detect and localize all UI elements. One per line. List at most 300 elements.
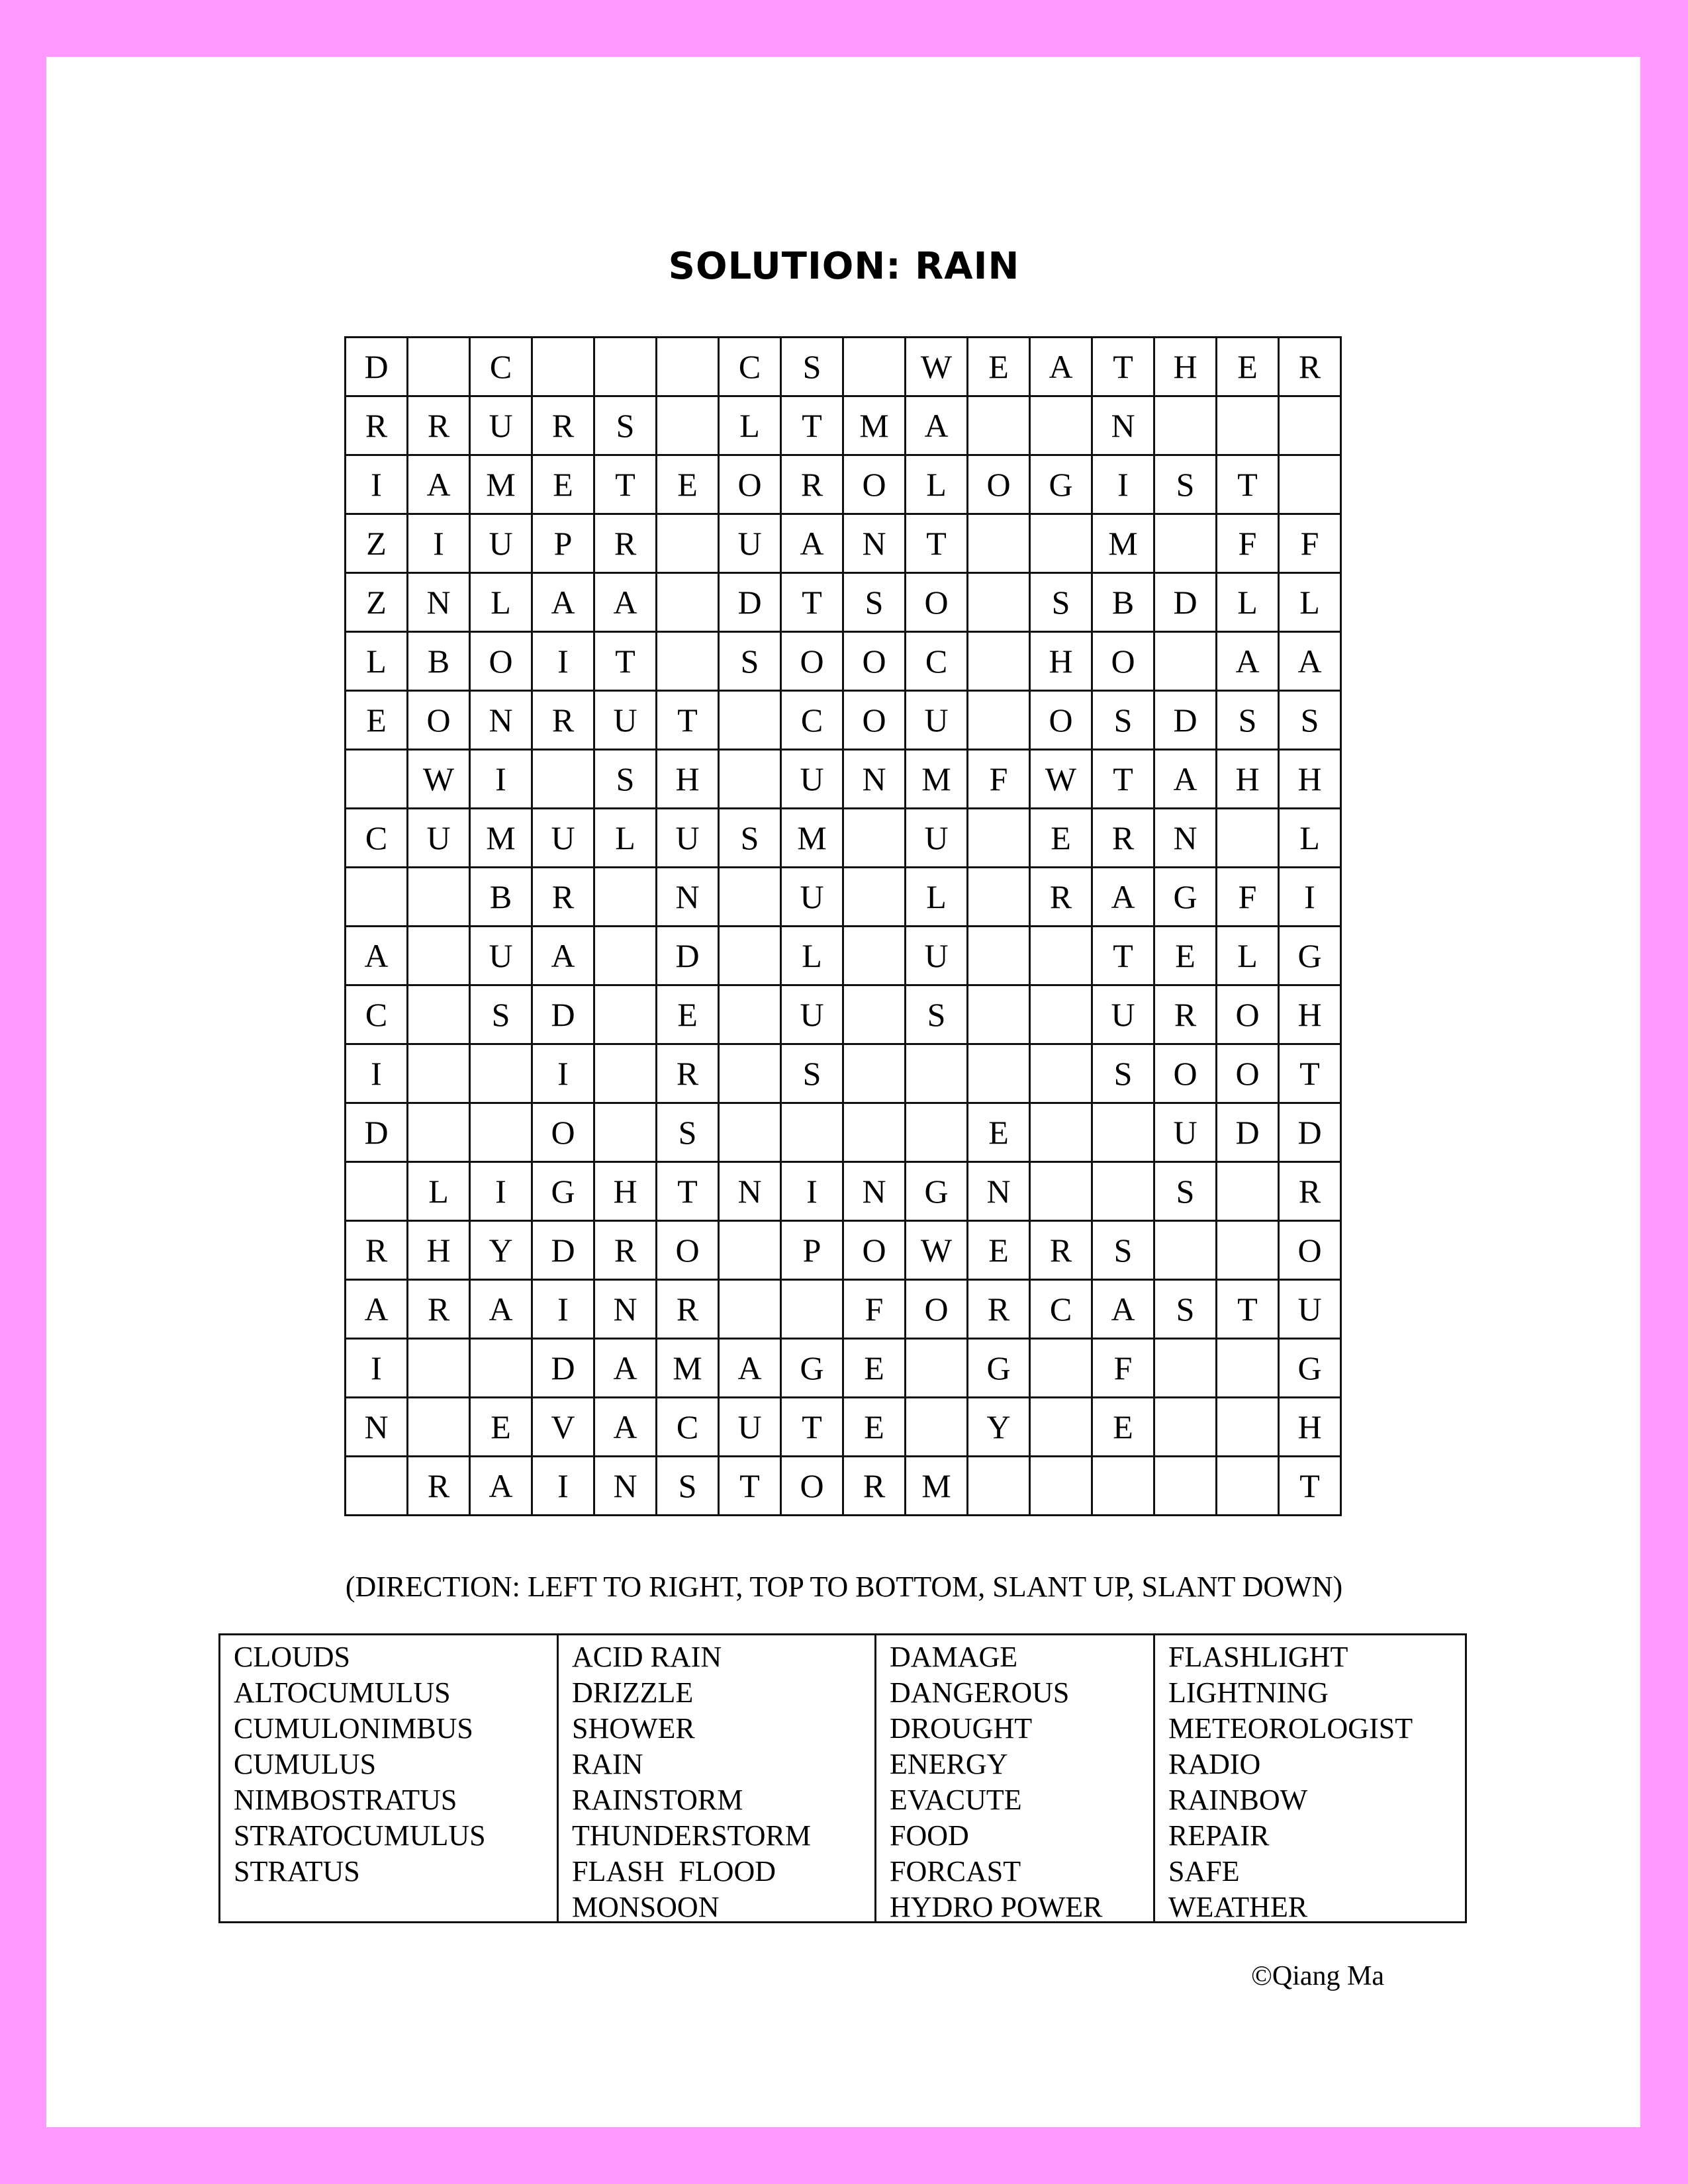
grid-cell: L xyxy=(906,868,968,927)
grid-cell xyxy=(719,1044,781,1103)
grid-cell xyxy=(594,1044,657,1103)
grid-cell: O xyxy=(719,455,781,514)
grid-cell: R xyxy=(408,1280,470,1339)
grid-cell: R xyxy=(532,868,594,927)
grid-cell: R xyxy=(408,1457,470,1516)
grid-cell: S xyxy=(1092,1044,1154,1103)
grid-cell: A xyxy=(346,927,408,985)
grid-cell: A xyxy=(781,514,843,573)
grid-cell: U xyxy=(781,750,843,809)
grid-row xyxy=(346,573,1341,632)
grid-cell: S xyxy=(594,750,657,809)
grid-cell: F xyxy=(1092,1339,1154,1398)
grid-cell xyxy=(1030,1339,1092,1398)
word-list-item: CUMULONIMBUS xyxy=(234,1712,473,1745)
grid-cell xyxy=(1154,632,1217,691)
grid-row xyxy=(346,691,1341,750)
grid-cell: G xyxy=(1279,1339,1341,1398)
grid-cell: E xyxy=(968,1221,1030,1280)
grid-cell: S xyxy=(781,1044,843,1103)
grid-cell: L xyxy=(1217,927,1279,985)
grid-cell: V xyxy=(532,1398,594,1457)
grid-cell: T xyxy=(906,514,968,573)
grid-cell: D xyxy=(657,927,719,985)
copyright-credit: ©Qiang Ma xyxy=(1251,1961,1385,1991)
grid-cell: T xyxy=(657,1162,719,1221)
grid-cell xyxy=(657,573,719,632)
grid-cell: H xyxy=(1217,750,1279,809)
grid-cell: I xyxy=(408,514,470,573)
grid-cell xyxy=(346,750,408,809)
grid-cell: U xyxy=(657,809,719,868)
grid-cell: L xyxy=(346,632,408,691)
grid-cell xyxy=(532,750,594,809)
grid-cell: O xyxy=(1217,985,1279,1044)
grid-cell xyxy=(1030,1103,1092,1162)
grid-cell: A xyxy=(532,573,594,632)
grid-cell xyxy=(1217,1398,1279,1457)
grid-cell xyxy=(657,396,719,455)
grid-cell xyxy=(968,514,1030,573)
grid-cell xyxy=(408,1398,470,1457)
grid-cell xyxy=(968,927,1030,985)
grid-cell: A xyxy=(1279,632,1341,691)
grid-cell: A xyxy=(346,1280,408,1339)
grid-cell: R xyxy=(1279,1162,1341,1221)
grid-cell xyxy=(408,927,470,985)
grid-cell: I xyxy=(346,1044,408,1103)
grid-cell xyxy=(1154,514,1217,573)
grid-cell: S xyxy=(1030,573,1092,632)
grid-cell: U xyxy=(470,396,532,455)
word-list-item: THUNDERSTORM xyxy=(572,1819,812,1852)
direction-note: (DIRECTION: LEFT TO RIGHT, TOP TO BOTTOM, SLANT UP, SLANT DOWN) xyxy=(345,1570,1343,1603)
grid-cell xyxy=(1092,1103,1154,1162)
grid-cell xyxy=(594,338,657,396)
grid-cell xyxy=(968,809,1030,868)
grid-cell xyxy=(408,1044,470,1103)
grid-cell: C xyxy=(657,1398,719,1457)
grid-row xyxy=(346,1457,1341,1516)
grid-cell xyxy=(594,868,657,927)
grid-cell: Z xyxy=(346,514,408,573)
grid-cell xyxy=(1154,396,1217,455)
word-list-item: DROUGHT xyxy=(890,1712,1033,1745)
grid-cell: T xyxy=(1279,1457,1341,1516)
grid-cell: S xyxy=(657,1457,719,1516)
grid-cell: E xyxy=(532,455,594,514)
grid-cell: N xyxy=(843,750,906,809)
grid-cell xyxy=(968,868,1030,927)
grid-cell: F xyxy=(1217,514,1279,573)
grid-cell: S xyxy=(719,809,781,868)
grid-cell: A xyxy=(719,1339,781,1398)
grid-cell: M xyxy=(470,809,532,868)
grid-cell: I xyxy=(781,1162,843,1221)
grid-cell: M xyxy=(470,455,532,514)
grid-cell: H xyxy=(1279,1398,1341,1457)
grid-cell: O xyxy=(968,455,1030,514)
grid-row xyxy=(346,927,1341,985)
grid-cell: I xyxy=(532,1044,594,1103)
grid-cell: B xyxy=(408,632,470,691)
grid-cell: T xyxy=(1092,927,1154,985)
grid-cell xyxy=(1217,1457,1279,1516)
grid-cell: M xyxy=(657,1339,719,1398)
word-list-column xyxy=(220,1635,557,1921)
grid-cell: D xyxy=(719,573,781,632)
grid-cell: D xyxy=(532,1339,594,1398)
grid-cell: I xyxy=(470,1162,532,1221)
word-list-item: FLASHLIGHT xyxy=(1168,1641,1348,1673)
grid-cell: S xyxy=(594,396,657,455)
grid-cell: I xyxy=(1279,868,1341,927)
grid-cell xyxy=(346,1457,408,1516)
grid-cell: M xyxy=(1092,514,1154,573)
grid-cell: T xyxy=(1279,1044,1341,1103)
grid-cell xyxy=(719,691,781,750)
grid-cell: A xyxy=(906,396,968,455)
word-list-item: ALTOCUMULUS xyxy=(234,1676,451,1709)
grid-cell: L xyxy=(719,396,781,455)
grid-row xyxy=(346,868,1341,927)
grid-cell xyxy=(1217,1339,1279,1398)
grid-cell xyxy=(719,1103,781,1162)
grid-cell: E xyxy=(968,1103,1030,1162)
grid-cell: L xyxy=(1217,573,1279,632)
grid-cell: C xyxy=(1030,1280,1092,1339)
grid-cell: A xyxy=(1154,750,1217,809)
grid-cell: A xyxy=(1030,338,1092,396)
grid-cell: N xyxy=(594,1457,657,1516)
grid-cell: F xyxy=(1217,868,1279,927)
grid-row xyxy=(346,632,1341,691)
grid-cell xyxy=(1030,1457,1092,1516)
grid-cell xyxy=(1217,809,1279,868)
grid-cell: T xyxy=(781,396,843,455)
grid-cell: C xyxy=(719,338,781,396)
grid-cell xyxy=(1030,927,1092,985)
grid-cell: T xyxy=(781,573,843,632)
word-list-item: RAINBOW xyxy=(1168,1784,1308,1816)
word-list-item: WEATHER xyxy=(1168,1891,1308,1923)
grid-cell: E xyxy=(1030,809,1092,868)
grid-cell: R xyxy=(1030,1221,1092,1280)
grid-cell xyxy=(1217,396,1279,455)
grid-cell: B xyxy=(470,868,532,927)
grid-cell xyxy=(1030,985,1092,1044)
grid-cell: Y xyxy=(968,1398,1030,1457)
grid-cell: M xyxy=(843,396,906,455)
grid-cell: L xyxy=(906,455,968,514)
grid-cell: O xyxy=(906,1280,968,1339)
grid-cell: T xyxy=(594,632,657,691)
grid-cell: R xyxy=(968,1280,1030,1339)
grid-cell: P xyxy=(781,1221,843,1280)
grid-cell: G xyxy=(1154,868,1217,927)
grid-cell xyxy=(781,1280,843,1339)
grid-cell: R xyxy=(1154,985,1217,1044)
grid-cell: R xyxy=(408,396,470,455)
grid-cell: C xyxy=(346,809,408,868)
grid-cell: H xyxy=(1154,338,1217,396)
word-list-item: STRATOCUMULUS xyxy=(234,1819,486,1852)
grid-row xyxy=(346,1162,1341,1221)
grid-cell: I xyxy=(346,1339,408,1398)
grid-cell: S xyxy=(906,985,968,1044)
grid-cell: D xyxy=(1217,1103,1279,1162)
word-list-item: FOOD xyxy=(890,1819,969,1852)
grid-cell: D xyxy=(346,338,408,396)
grid-cell: S xyxy=(1154,1280,1217,1339)
grid-cell: W xyxy=(408,750,470,809)
grid-cell xyxy=(1092,1162,1154,1221)
grid-cell: O xyxy=(408,691,470,750)
grid-cell xyxy=(719,1221,781,1280)
page-title: SOLUTION: RAIN xyxy=(668,245,1020,288)
grid-cell: A xyxy=(470,1280,532,1339)
grid-cell xyxy=(470,1339,532,1398)
grid-row xyxy=(346,1103,1341,1162)
grid-cell: O xyxy=(843,691,906,750)
grid-cell: S xyxy=(657,1103,719,1162)
grid-cell xyxy=(843,809,906,868)
grid-cell: U xyxy=(1092,985,1154,1044)
word-list-item: CUMULUS xyxy=(234,1748,377,1780)
grid-cell: U xyxy=(408,809,470,868)
grid-cell xyxy=(532,338,594,396)
grid-cell: R xyxy=(657,1280,719,1339)
grid-cell: N xyxy=(843,514,906,573)
grid-cell xyxy=(968,1044,1030,1103)
grid-cell: F xyxy=(1279,514,1341,573)
grid-cell: T xyxy=(1092,750,1154,809)
grid-cell xyxy=(719,985,781,1044)
grid-cell: O xyxy=(1279,1221,1341,1280)
grid-cell xyxy=(1279,396,1341,455)
grid-cell: D xyxy=(532,1221,594,1280)
grid-cell: O xyxy=(781,632,843,691)
grid-cell: S xyxy=(1154,455,1217,514)
grid-cell xyxy=(843,927,906,985)
grid-cell: H xyxy=(594,1162,657,1221)
word-list-item: SAFE xyxy=(1168,1855,1240,1888)
grid-cell: O xyxy=(781,1457,843,1516)
grid-cell: G xyxy=(1279,927,1341,985)
grid-cell xyxy=(408,985,470,1044)
grid-cell xyxy=(1030,1044,1092,1103)
word-list-item: RADIO xyxy=(1168,1748,1261,1780)
grid-cell: R xyxy=(657,1044,719,1103)
grid-cell: D xyxy=(346,1103,408,1162)
grid-cell xyxy=(968,396,1030,455)
grid-cell xyxy=(594,1103,657,1162)
grid-cell: R xyxy=(843,1457,906,1516)
word-list-item: ENERGY xyxy=(890,1748,1008,1780)
word-list-item: RAINSTORM xyxy=(572,1784,743,1816)
word-list-item: MONSOON xyxy=(572,1891,720,1923)
grid-cell: P xyxy=(532,514,594,573)
grid-cell xyxy=(1154,1457,1217,1516)
grid-cell: U xyxy=(1279,1280,1341,1339)
grid-cell: S xyxy=(1217,691,1279,750)
grid-cell xyxy=(906,1398,968,1457)
grid-cell: G xyxy=(532,1162,594,1221)
grid-cell: G xyxy=(968,1339,1030,1398)
word-list-item: SHOWER xyxy=(572,1712,695,1745)
grid-cell: S xyxy=(1154,1162,1217,1221)
grid-cell: T xyxy=(657,691,719,750)
grid-cell: W xyxy=(906,338,968,396)
grid-cell: S xyxy=(843,573,906,632)
grid-cell: O xyxy=(470,632,532,691)
grid-cell: I xyxy=(532,632,594,691)
grid-cell: D xyxy=(1154,691,1217,750)
word-list-item: CLOUDS xyxy=(234,1641,351,1673)
grid-cell: L xyxy=(1279,573,1341,632)
grid-cell: N xyxy=(843,1162,906,1221)
grid-cell xyxy=(719,750,781,809)
grid-cell: A xyxy=(594,1398,657,1457)
grid-cell xyxy=(968,573,1030,632)
grid-cell xyxy=(719,927,781,985)
grid-cell: C xyxy=(346,985,408,1044)
grid-cell: O xyxy=(532,1103,594,1162)
word-list-column xyxy=(557,1635,874,1921)
grid-cell xyxy=(1154,1339,1217,1398)
grid-cell xyxy=(843,985,906,1044)
grid-cell: L xyxy=(1279,809,1341,868)
grid-cell: O xyxy=(843,1221,906,1280)
grid-cell: S xyxy=(1092,1221,1154,1280)
grid-cell: N xyxy=(968,1162,1030,1221)
grid-cell: H xyxy=(408,1221,470,1280)
grid-cell: E xyxy=(968,338,1030,396)
grid-cell: E xyxy=(843,1339,906,1398)
grid-cell: A xyxy=(594,1339,657,1398)
grid-cell xyxy=(1279,455,1341,514)
grid-cell xyxy=(968,632,1030,691)
grid-cell xyxy=(968,985,1030,1044)
grid-cell: U xyxy=(906,691,968,750)
grid-cell: R xyxy=(594,514,657,573)
grid-cell: M xyxy=(906,750,968,809)
grid-cell: C xyxy=(470,338,532,396)
word-list-item: RAIN xyxy=(572,1748,643,1780)
grid-cell: R xyxy=(1279,338,1341,396)
grid-cell: R xyxy=(532,691,594,750)
grid-cell xyxy=(968,1457,1030,1516)
grid-cell: C xyxy=(906,632,968,691)
grid-cell xyxy=(906,1103,968,1162)
word-list-item: DANGEROUS xyxy=(890,1676,1070,1709)
grid-cell xyxy=(1154,1221,1217,1280)
grid-cell: G xyxy=(1030,455,1092,514)
grid-cell xyxy=(594,927,657,985)
grid-cell: D xyxy=(1279,1103,1341,1162)
grid-cell: I xyxy=(532,1457,594,1516)
grid-cell xyxy=(594,985,657,1044)
grid-cell: A xyxy=(1092,868,1154,927)
grid-cell: A xyxy=(470,1457,532,1516)
grid-cell: W xyxy=(1030,750,1092,809)
grid-cell xyxy=(1030,1398,1092,1457)
grid-cell: U xyxy=(470,514,532,573)
grid-cell: U xyxy=(719,514,781,573)
grid-cell: R xyxy=(781,455,843,514)
grid-row xyxy=(346,1339,1341,1398)
grid-cell: U xyxy=(781,868,843,927)
grid-cell xyxy=(1154,1398,1217,1457)
word-list-item: LIGHTNING xyxy=(1168,1676,1329,1709)
grid-cell xyxy=(408,338,470,396)
word-list-item: REPAIR xyxy=(1168,1819,1270,1852)
grid-cell: E xyxy=(657,455,719,514)
grid-cell: Z xyxy=(346,573,408,632)
word-list-item: DRIZZLE xyxy=(572,1676,694,1709)
grid-cell: W xyxy=(906,1221,968,1280)
grid-row xyxy=(346,1398,1341,1457)
grid-cell: U xyxy=(906,927,968,985)
grid-cell xyxy=(657,514,719,573)
grid-row xyxy=(346,1280,1341,1339)
grid-cell xyxy=(1092,1457,1154,1516)
grid-cell: U xyxy=(532,809,594,868)
grid-cell: O xyxy=(843,455,906,514)
word-list-item: NIMBOSTRATUS xyxy=(234,1784,457,1816)
grid-cell: H xyxy=(1030,632,1092,691)
grid-cell: Y xyxy=(470,1221,532,1280)
grid-cell: U xyxy=(594,691,657,750)
grid-cell xyxy=(408,1103,470,1162)
word-search-grid xyxy=(344,336,1342,1516)
grid-cell xyxy=(906,1339,968,1398)
grid-row xyxy=(346,455,1341,514)
grid-cell xyxy=(843,338,906,396)
grid-cell xyxy=(843,1103,906,1162)
word-list-item: FORCAST xyxy=(890,1855,1021,1888)
word-list-item: METEOROLOGIST xyxy=(1168,1712,1413,1745)
word-list-item: DAMAGE xyxy=(890,1641,1018,1673)
grid-cell: U xyxy=(719,1398,781,1457)
grid-cell: U xyxy=(1154,1103,1217,1162)
grid-cell xyxy=(657,338,719,396)
grid-cell: O xyxy=(1092,632,1154,691)
grid-cell xyxy=(968,691,1030,750)
grid-cell: H xyxy=(1279,985,1341,1044)
grid-cell: S xyxy=(781,338,843,396)
grid-cell: N xyxy=(719,1162,781,1221)
grid-cell: U xyxy=(470,927,532,985)
grid-cell: N xyxy=(1154,809,1217,868)
grid-cell: T xyxy=(594,455,657,514)
grid-cell xyxy=(843,868,906,927)
grid-cell: T xyxy=(719,1457,781,1516)
grid-cell: A xyxy=(408,455,470,514)
grid-cell: E xyxy=(843,1398,906,1457)
grid-cell: L xyxy=(781,927,843,985)
grid-cell xyxy=(470,1103,532,1162)
grid-cell: D xyxy=(1154,573,1217,632)
grid-cell: F xyxy=(843,1280,906,1339)
grid-row xyxy=(346,809,1341,868)
grid-cell xyxy=(408,1339,470,1398)
grid-cell: U xyxy=(781,985,843,1044)
grid-cell: R xyxy=(532,396,594,455)
grid-cell: N xyxy=(470,691,532,750)
grid-cell xyxy=(1030,1162,1092,1221)
grid-cell: S xyxy=(470,985,532,1044)
